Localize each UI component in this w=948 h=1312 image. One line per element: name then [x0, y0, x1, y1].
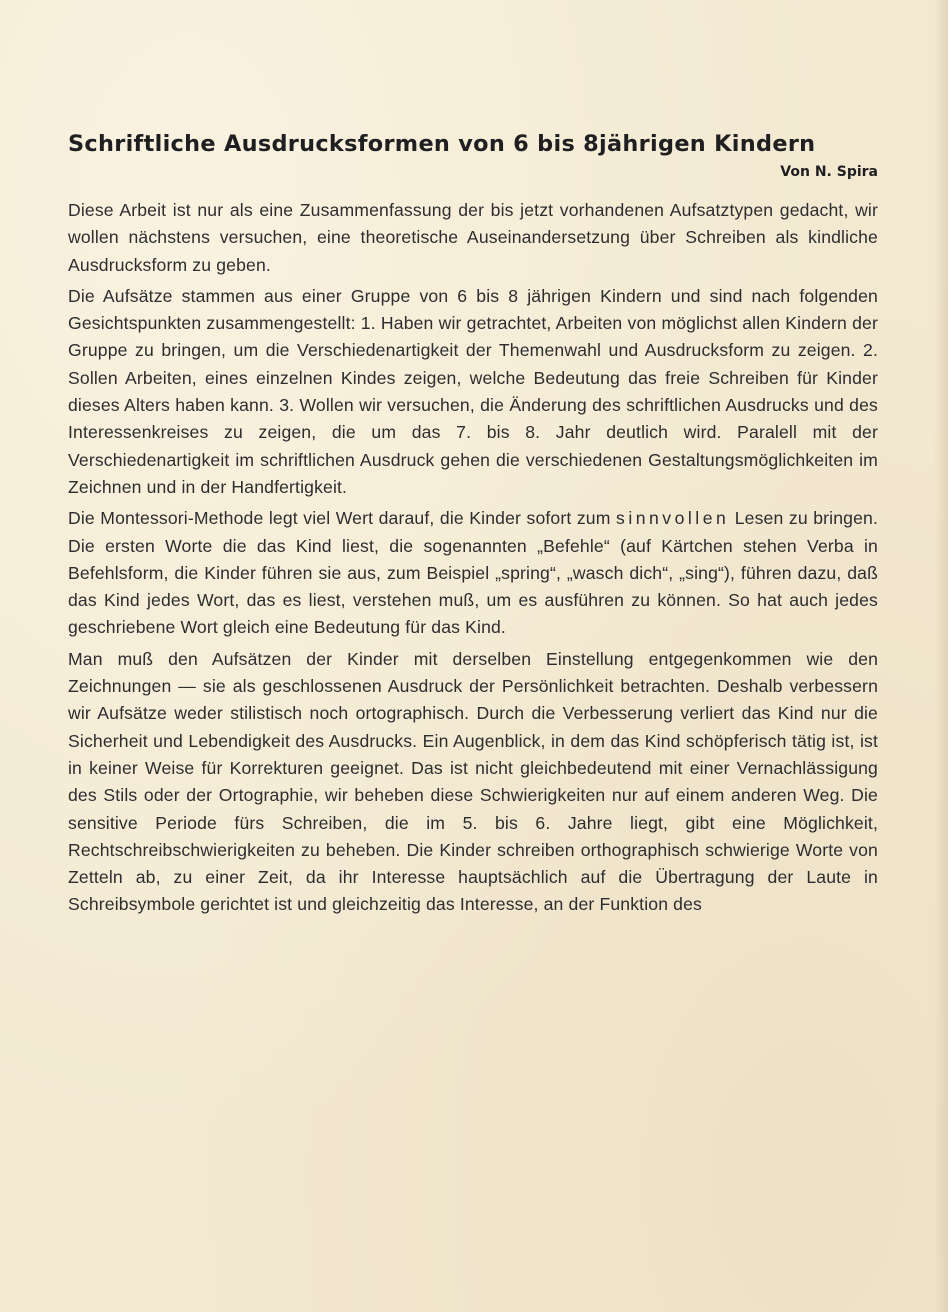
paragraph-2: Die Aufsätze stammen aus einer Gruppe von 6 bis 8 jährigen Kindern und sind nach folgenden Gesichtspunkten zusammengestellt: 1. Haben wir getrachtet, Arbeiten von möglichst allen Kindern der Gruppe zu bringen, um die Verschiedenartigkeit der Themenwahl und Ausdrucksform zu zeigen. 2. Sollen Arbeiten, eines einzelnen Kindes zeigen, welche Bedeutung das freie Schreiben für Kinder dieses Alters haben kann. 3. Wollen wir versuchen, die Änderung des schriftlichen Ausdrucks und des Interessenkreises zu zeigen, die um das 7. bis 8. Jahr deutlich wird. Paralell mit der Verschiedenartigkeit im schriftlichen Ausdruck gehen die verschiedenen Gestaltungsmöglichkeiten im Zeichnen und in der Handfertigkeit. — [68, 285, 878, 497]
article-title: Schriftliche Ausdrucksformen von 6 bis 8jährigen Kindern — [68, 131, 816, 157]
article-body — [68, 197, 878, 919]
article — [68, 128, 878, 923]
paragraph-3-emphasis: sinnvollen — [616, 508, 730, 529]
paragraph-4: Man muß den Aufsätzen der Kinder mit derselben Einstellung entgegenkommen wie den Zeichnungen — sie als geschlossenen Ausdruck der Persönlichkeit betrachten. Deshalb verbessern wir Aufsätze weder stilistisch noch ortographisch. Durch die Verbesserung verliert das Kind nur die Sicherheit und Lebendigkeit des Ausdrucks. Ein Augenblick, in dem das Kind schöpferisch tätig ist, ist in keiner Weise für Korrekturen geeignet. Das ist nicht gleichbedeutend mit einer Vernachlässigung des Stils oder der Ortographie, wir beheben diese Schwierigkeiten nur auf einem anderen Weg. Die sensitive Periode fürs Schreiben, die im 5. bis 6. Jahre liegt, gibt eine Möglichkeit, Rechtschreibschwierigkeiten zu beheben. Die Kinder schreiben orthographisch schwierige Worte von Zetteln ab, zu einer Zeit, da ihr Interesse hauptsächlich auf die Übertragung der Laute in Schreibsymbole gerichtet ist und gleichzeitig das Interesse, an der Funktion des — [68, 648, 878, 915]
paragraph-3-after: Lesen zu bringen. Die ersten Worte die das Kind liest, die sogenannten „Befehle“ (auf Kärtchen stehen Verba in Befehlsform, die Kinder führen sie aus, zum Beispiel „spring“, „wasch dich“, „sing“), führen dazu, daß das Kind jedes Wort, das es liest, verstehen muß, um es ausführen zu können. So hat auch jedes geschriebene Wort gleich eine Bedeutung für das Kind. — [68, 508, 878, 638]
paragraph-1: Diese Arbeit ist nur als eine Zusammenfassung der bis jetzt vorhandenen Aufsatztypen gedacht, wir wollen nächstens versuchen, eine theoretische Auseinandersetzung über Schreiben als kindliche Ausdrucksform zu geben. — [68, 200, 878, 275]
page-edge-shadow — [934, 0, 948, 1312]
paragraph-3-before: Die Montessori-Methode legt viel Wert darauf, die Kinder sofort zum — [68, 508, 617, 529]
article-author: Von N. Spira — [780, 164, 878, 180]
paragraph-3 — [68, 505, 878, 641]
